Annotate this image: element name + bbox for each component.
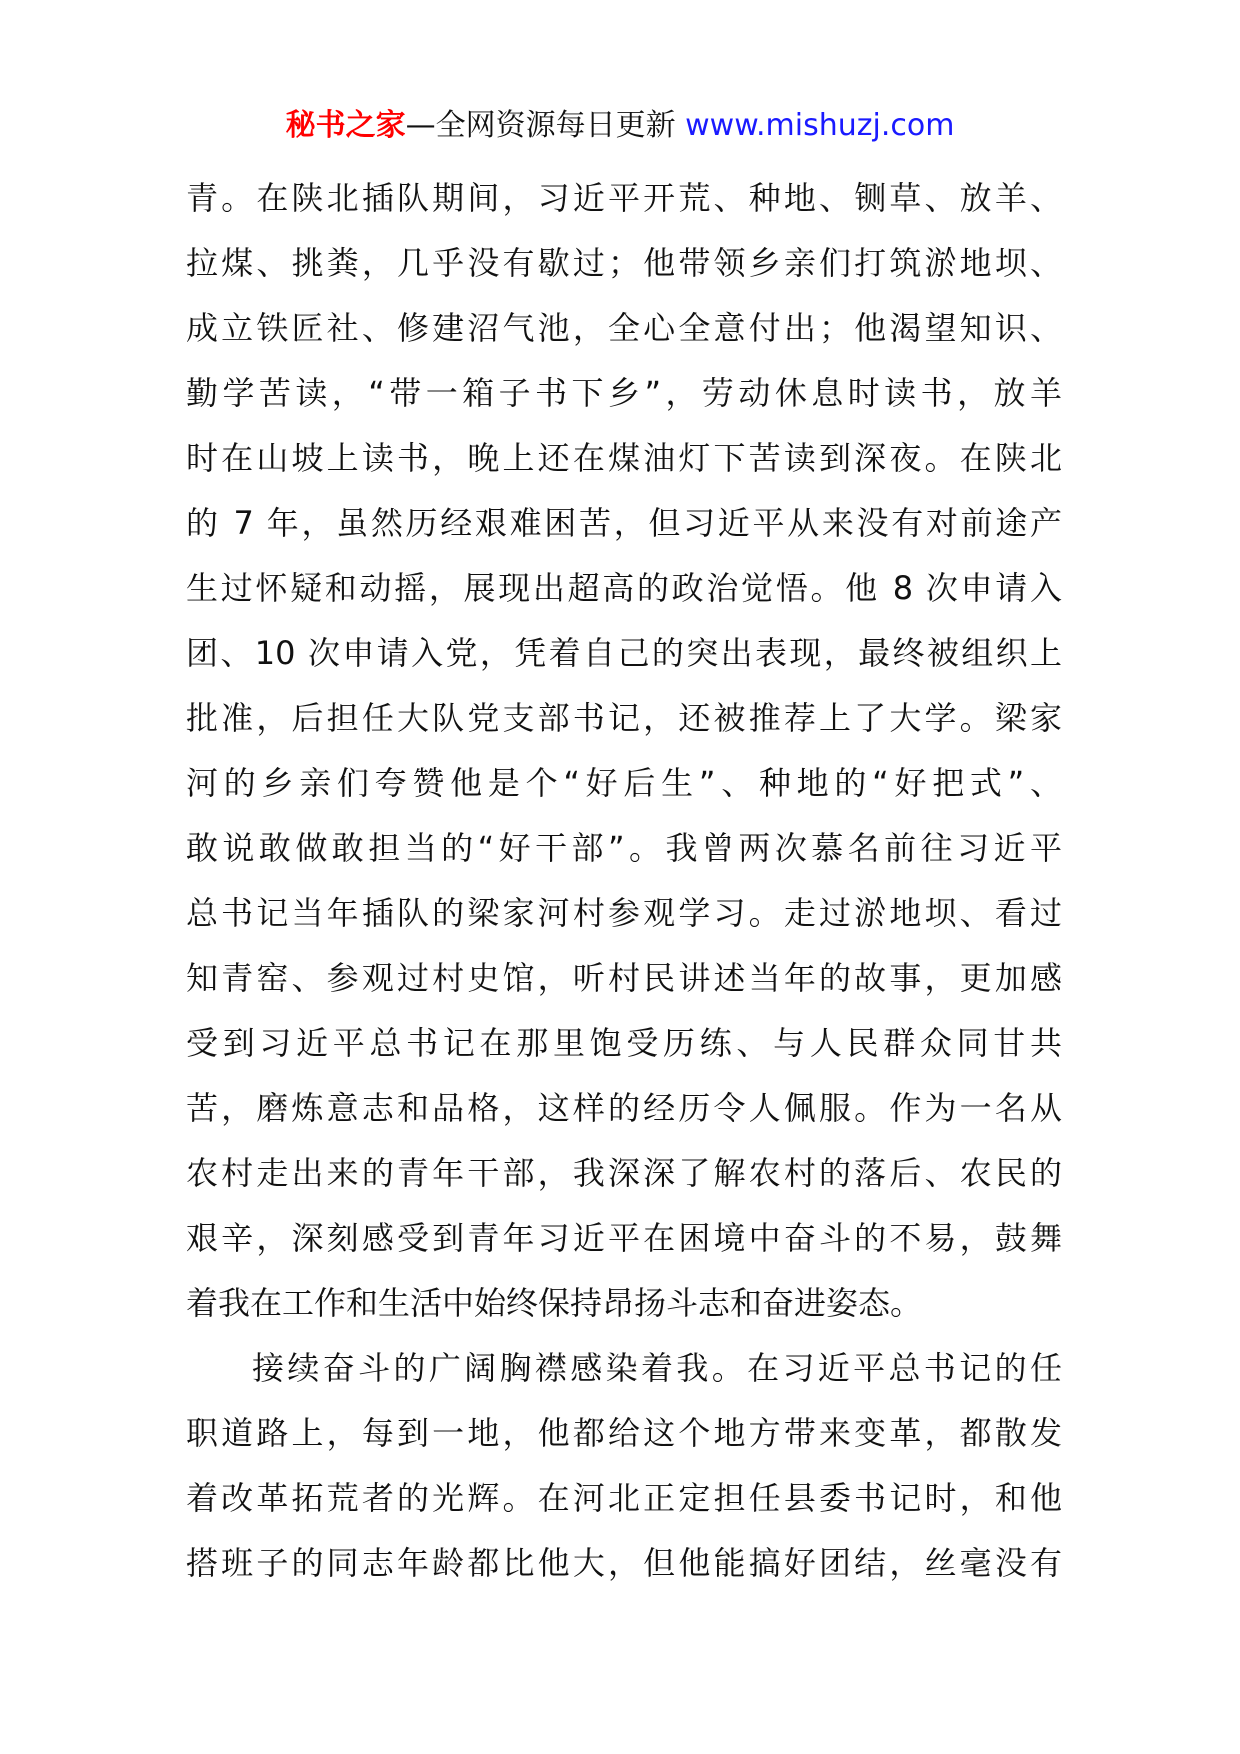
site-url-link[interactable]: www.mishuzj.com	[685, 108, 955, 143]
text-line: 艰辛，深刻感受到青年习近平在困境中奋斗的不易，鼓舞	[186, 1219, 1062, 1257]
document-body	[186, 166, 1062, 1596]
text-line: 拉煤、挑粪，几乎没有歇过；他带领乡亲们打筑淤地坝、	[186, 244, 1062, 282]
text-line: 生过怀疑和动摇，展现出超高的政治觉悟。他 8 次申请入	[186, 569, 1062, 607]
text-line: 批准，后担任大队党支部书记，还被推荐上了大学。梁家	[186, 699, 1062, 737]
text-line: 搭班子的同志年龄都比他大，但他能搞好团结，丝毫没有	[186, 1544, 1062, 1582]
text-line: 青。在陕北插队期间，习近平开荒、种地、铡草、放羊、	[186, 179, 1062, 217]
text-line: 敢说敢做敢担当的“好干部”。我曾两次慕名前往习近平	[186, 829, 1062, 867]
text-line: 职道路上，每到一地，他都给这个地方带来变革，都散发	[186, 1414, 1062, 1452]
text-line: 成立铁匠社、修建沼气池，全心全意付出；他渴望知识、	[186, 309, 1062, 347]
text-line: 河的乡亲们夸赞他是个“好后生”、种地的“好把式”、	[186, 764, 1062, 802]
text-line: 勤学苦读，“带一箱子书下乡”，劳动休息时读书，放羊	[186, 374, 1062, 412]
text-line: 苦，磨炼意志和品格，这样的经历令人佩服。作为一名从	[186, 1089, 1062, 1127]
site-slogan: —全网资源每日更新	[405, 108, 686, 143]
text-line: 的 7 年，虽然历经艰难困苦，但习近平从来没有对前途产	[186, 504, 1062, 542]
site-header	[0, 104, 1240, 148]
text-line: 总书记当年插队的梁家河村参观学习。走过淤地坝、看过	[186, 894, 1062, 932]
text-line: 时在山坡上读书，晚上还在煤油灯下苦读到深夜。在陕北	[186, 439, 1062, 477]
text-line: 着我在工作和生活中始终保持昂扬斗志和奋进姿态。	[186, 1284, 923, 1322]
text-line: 受到习近平总书记在那里饱受历练、与人民群众同甘共	[186, 1024, 1062, 1062]
paragraph-1	[186, 166, 1062, 1336]
text-line: 团、10 次申请入党，凭着自己的突出表现，最终被组织上	[186, 634, 1062, 672]
text-line: 农村走出来的青年干部，我深深了解农村的落后、农民的	[186, 1154, 1062, 1192]
site-brand: 秘书之家	[285, 108, 406, 143]
text-line: 接续奋斗的广阔胸襟感染着我。在习近平总书记的任	[252, 1349, 1062, 1387]
paragraph-2	[186, 1336, 1062, 1596]
text-line: 着改革拓荒者的光辉。在河北正定担任县委书记时，和他	[186, 1479, 1062, 1517]
text-line: 知青窑、参观过村史馆，听村民讲述当年的故事，更加感	[186, 959, 1062, 997]
